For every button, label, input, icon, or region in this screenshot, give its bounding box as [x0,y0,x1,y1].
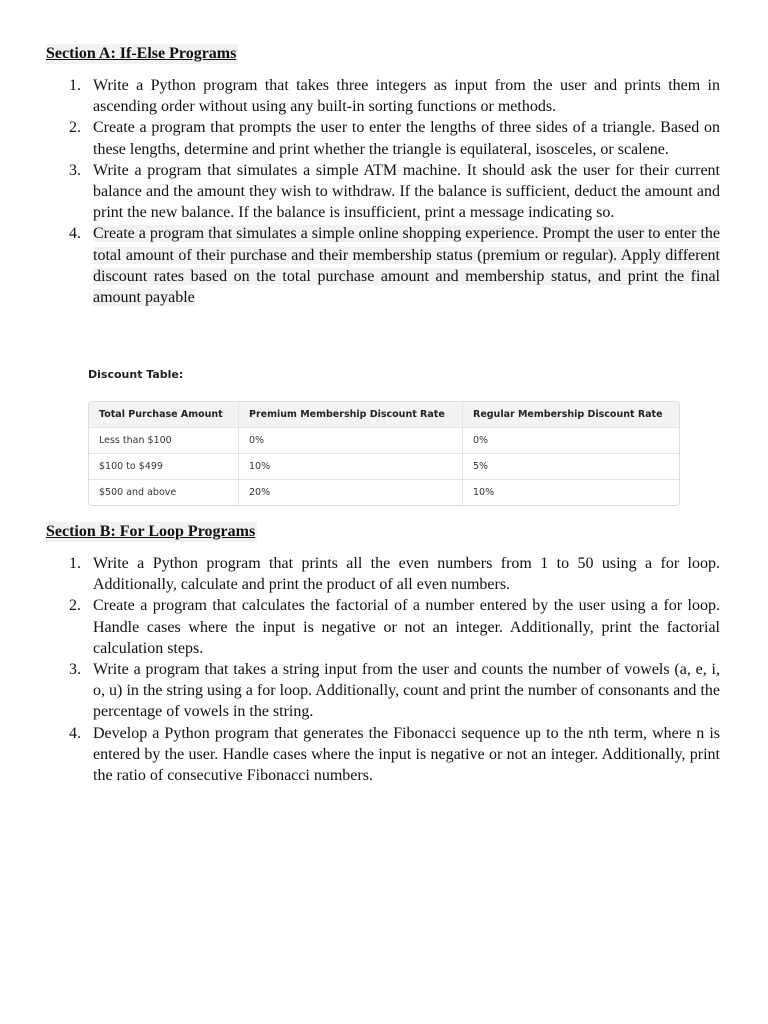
table-cell: 20% [239,480,463,505]
table-row [89,480,679,505]
list-item-text: Create a program that prompts the user to enter the lengths of three sides of a triangle. Based on these lengths, determine and print whether the triangle is equilateral, isosceles, or scalene. [93,119,720,158]
section-b-task-list [69,553,720,786]
discount-table [88,401,680,506]
list-item-text: Develop a Python program that generates the Fibonacci sequence up to the nth term, where n is entered by the user. Handle cases where the input is negative or not an integer. Additionally, print the ratio of consecutive Fibonacci numbers. [93,724,720,785]
table-header-cell: Regular Membership Discount Rate [463,402,679,428]
table-cell: 10% [473,487,495,498]
table-cell: 0% [463,428,679,454]
table-cell: $500 and above [89,480,239,505]
table-cell: 0% [239,428,463,454]
list-item-text: Write a Python program that prints all the even numbers from 1 to 50 using a for loop. Additionally, calculate and print the product of all even numbers. [93,555,720,594]
table-cell: 5% [463,454,679,480]
list-item [69,75,720,117]
table-cell: Less than $100 [89,428,239,454]
list-item-number: 1. [69,77,81,94]
list-item-number: 1. [69,555,81,572]
table-header-cell: Premium Membership Discount Rate [239,402,463,428]
list-item [69,659,720,723]
table-header-row [89,402,679,428]
list-item [69,117,720,159]
section-a-heading: Section A: If-Else Programs [46,45,237,62]
list-item-number: 4. [69,724,81,742]
table-cell: 10% [239,454,463,480]
table-cell: $100 to $499 [89,454,239,480]
table-row [89,428,679,454]
list-item-text: Write a program that takes a string input from the user and counts the number of vowels (a, e, i, o, u) in the string using a for loop. Additionally, count and print the number of consonants and the percentage of vowels in the string. [93,661,720,721]
list-item-number: 2. [69,119,81,137]
list-item [69,595,720,659]
table-row [89,454,679,480]
list-item-number: 2. [69,597,81,615]
list-item-number: 3. [69,161,81,179]
list-item [69,223,720,308]
list-item-text-highlighted: Create a program that simulates a simple online shopping experience. Prompt the user to enter the total amount of their purchase and their membership status (premium or regular). Apply different discount rates based on the total purchase amount and membership status, and print the final amount payable [93,225,720,307]
list-item-number: 3. [69,661,81,679]
list-item [69,160,720,224]
list-item-number: 4. [69,225,81,243]
section-a-task-list [69,75,720,308]
list-item [69,553,720,595]
list-item-text: Write a Python program that takes three integers as input from the user and prints them in ascending order without using any built-in sorting functions or methods. [93,77,720,116]
list-item [69,723,720,787]
list-item-text: Create a program that calculates the factorial of a number entered by the user using a for loop. Handle cases where the input is negative or not an integer. Additionally, print the factorial calculation steps. [93,597,720,657]
list-item-text: Write a program that simulates a simple ATM machine. It should ask the user for their current balance and the amount they wish to withdraw. If the balance is sufficient, deduct the amount and print the new balance. If the balance is insufficient, print a message indicating so. [93,161,720,222]
discount-table-title: Discount Table: [88,368,184,381]
table-header-cell: Total Purchase Amount [89,402,239,428]
section-b-heading: Section B: For Loop Programs [46,523,256,540]
